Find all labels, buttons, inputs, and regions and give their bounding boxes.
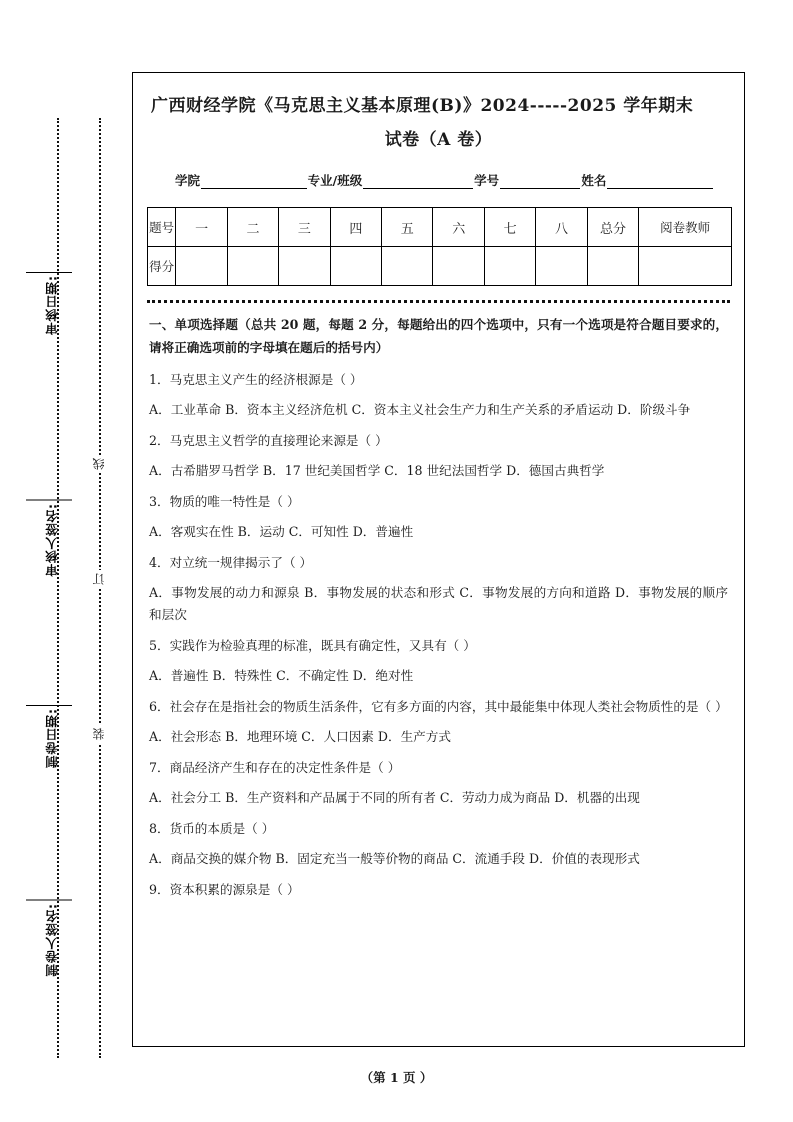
col-header-2: 二 (227, 208, 278, 247)
exam-paper-frame (132, 72, 745, 1047)
info-blank-major-class[interactable] (363, 175, 473, 189)
info-blank-college[interactable] (201, 175, 307, 189)
make-date-label: 制卷日期: (44, 708, 60, 768)
question-stem-5: 5．实践作为检验真理的标准，既具有确定性，又具有（ ） (149, 638, 476, 653)
info-blank-student-id[interactable] (500, 175, 580, 189)
seal-char-line: 线 (90, 455, 107, 473)
score-cell-2[interactable] (227, 247, 278, 286)
maker-signature-label: 制卷人签名: (44, 903, 60, 977)
col-header-5: 五 (382, 208, 433, 247)
make-date-blank (26, 705, 72, 706)
review-date-field (26, 272, 72, 335)
score-cell-7[interactable] (484, 247, 535, 286)
col-header-8: 八 (536, 208, 587, 247)
review-date-label: 审核日期: (44, 275, 60, 335)
col-header-7: 七 (484, 208, 535, 247)
reviewer-signature-field (26, 500, 72, 577)
question-options-7: A．社会分工 B．生产资料和产品属于不同的所有者 C．劳动力成为商品 D．机器的出现 (149, 790, 640, 805)
reviewer-signature-blank (26, 500, 72, 501)
info-label-name: 姓名 (581, 173, 607, 188)
page-title-line-1: 广西财经学院《马克思主义基本原理(B)》2024-----2025 学年期末 (151, 96, 694, 116)
score-cell-5[interactable] (382, 247, 433, 286)
score-cell-8[interactable] (536, 247, 587, 286)
question-options-3: A．客观实在性 B．运动 C．可知性 D．普遍性 (149, 524, 414, 539)
question-stem-7: 7．商品经济产生和存在的决定性条件是（ ） (149, 760, 401, 775)
binding-margin (0, 0, 132, 1122)
question-stem-4: 4．对立统一规律揭示了（ ） (149, 555, 313, 570)
student-info-line (147, 171, 730, 189)
col-header-1: 一 (176, 208, 227, 247)
question-options-5: A．普遍性 B．特殊性 C．不确定性 D．绝对性 (149, 668, 414, 683)
section-divider (147, 300, 730, 303)
review-date-blank (26, 272, 72, 273)
section-heading: 一、单项选择题（总共 20 题，每题 2 分，每题给出的四个选项中，只有一个选项是符合题目要求的，请将正确选项前的字母填在题后的括号内） (149, 317, 728, 355)
score-table (147, 207, 732, 286)
table-row-question-numbers (148, 208, 732, 247)
score-table-wrapper (147, 207, 732, 286)
col-header-total: 总分 (587, 208, 638, 247)
row-header-score: 得分 (148, 247, 176, 286)
score-cell-teacher[interactable] (639, 247, 732, 286)
seal-char-pack: 装 (90, 725, 107, 743)
question-stem-9: 9．资本积累的源泉是（ ） (149, 882, 300, 897)
score-cell-3[interactable] (279, 247, 330, 286)
col-header-3: 三 (279, 208, 330, 247)
question-body (147, 313, 730, 901)
question-options-6: A．社会形态 B．地理环境 C．人口因素 D．生产方式 (149, 729, 451, 744)
question-stem-6: 6．社会存在是指社会的物质生活条件，它有多方面的内容，其中最能集中体现人类社会物质性的是（ ） (149, 699, 728, 714)
page-title (147, 89, 730, 157)
score-cell-total[interactable] (587, 247, 638, 286)
info-label-college: 学院 (175, 173, 201, 188)
question-options-2: A．古希腊罗马哲学 B．17 世纪美国哲学 C．18 世纪法国哲学 D．德国古典哲学 (149, 463, 605, 478)
make-date-field (26, 705, 72, 768)
info-label-major-class: 专业/班级 (307, 173, 363, 188)
question-stem-2: 2．马克思主义哲学的直接理论来源是（ ） (149, 433, 388, 448)
question-options-1: A．工业革命 B．资本主义经济危机 C．资本主义社会生产力和生产关系的矛盾运动 D．阶级斗争 (149, 402, 691, 417)
question-options-4: A．事物发展的动力和源泉 B．事物发展的状态和形式 C．事物发展的方向和道路 D．事物发展的顺序和层次 (149, 585, 728, 622)
row-header-question-no: 题号 (148, 208, 176, 247)
binding-dotted-line-inner (99, 118, 101, 1058)
col-header-6: 六 (433, 208, 484, 247)
seal-char-bind: 订 (90, 570, 107, 588)
info-label-student-id: 学号 (474, 173, 500, 188)
question-stem-3: 3．物质的唯一特性是（ ） (149, 494, 300, 509)
page-footer (0, 1068, 793, 1086)
page-title-line-2: 试卷（A 卷） (384, 130, 493, 150)
question-options-8: A．商品交换的媒介物 B．固定充当一般等价物的商品 C．流通手段 D．价值的表现形式 (149, 851, 640, 866)
info-blank-name[interactable] (607, 175, 713, 189)
maker-signature-blank (26, 900, 72, 901)
question-stem-1: 1．马克思主义产生的经济根源是（ ） (149, 372, 363, 387)
col-header-teacher: 阅卷教师 (639, 208, 732, 247)
col-header-4: 四 (330, 208, 381, 247)
maker-signature-field (26, 900, 72, 977)
score-cell-1[interactable] (176, 247, 227, 286)
page-number-label: （第 1 页 ） (360, 1070, 433, 1085)
score-cell-4[interactable] (330, 247, 381, 286)
reviewer-signature-label: 审核人签名: (44, 503, 60, 577)
question-stem-8: 8．货币的本质是（ ） (149, 821, 275, 836)
table-row-scores (148, 247, 732, 286)
score-cell-6[interactable] (433, 247, 484, 286)
